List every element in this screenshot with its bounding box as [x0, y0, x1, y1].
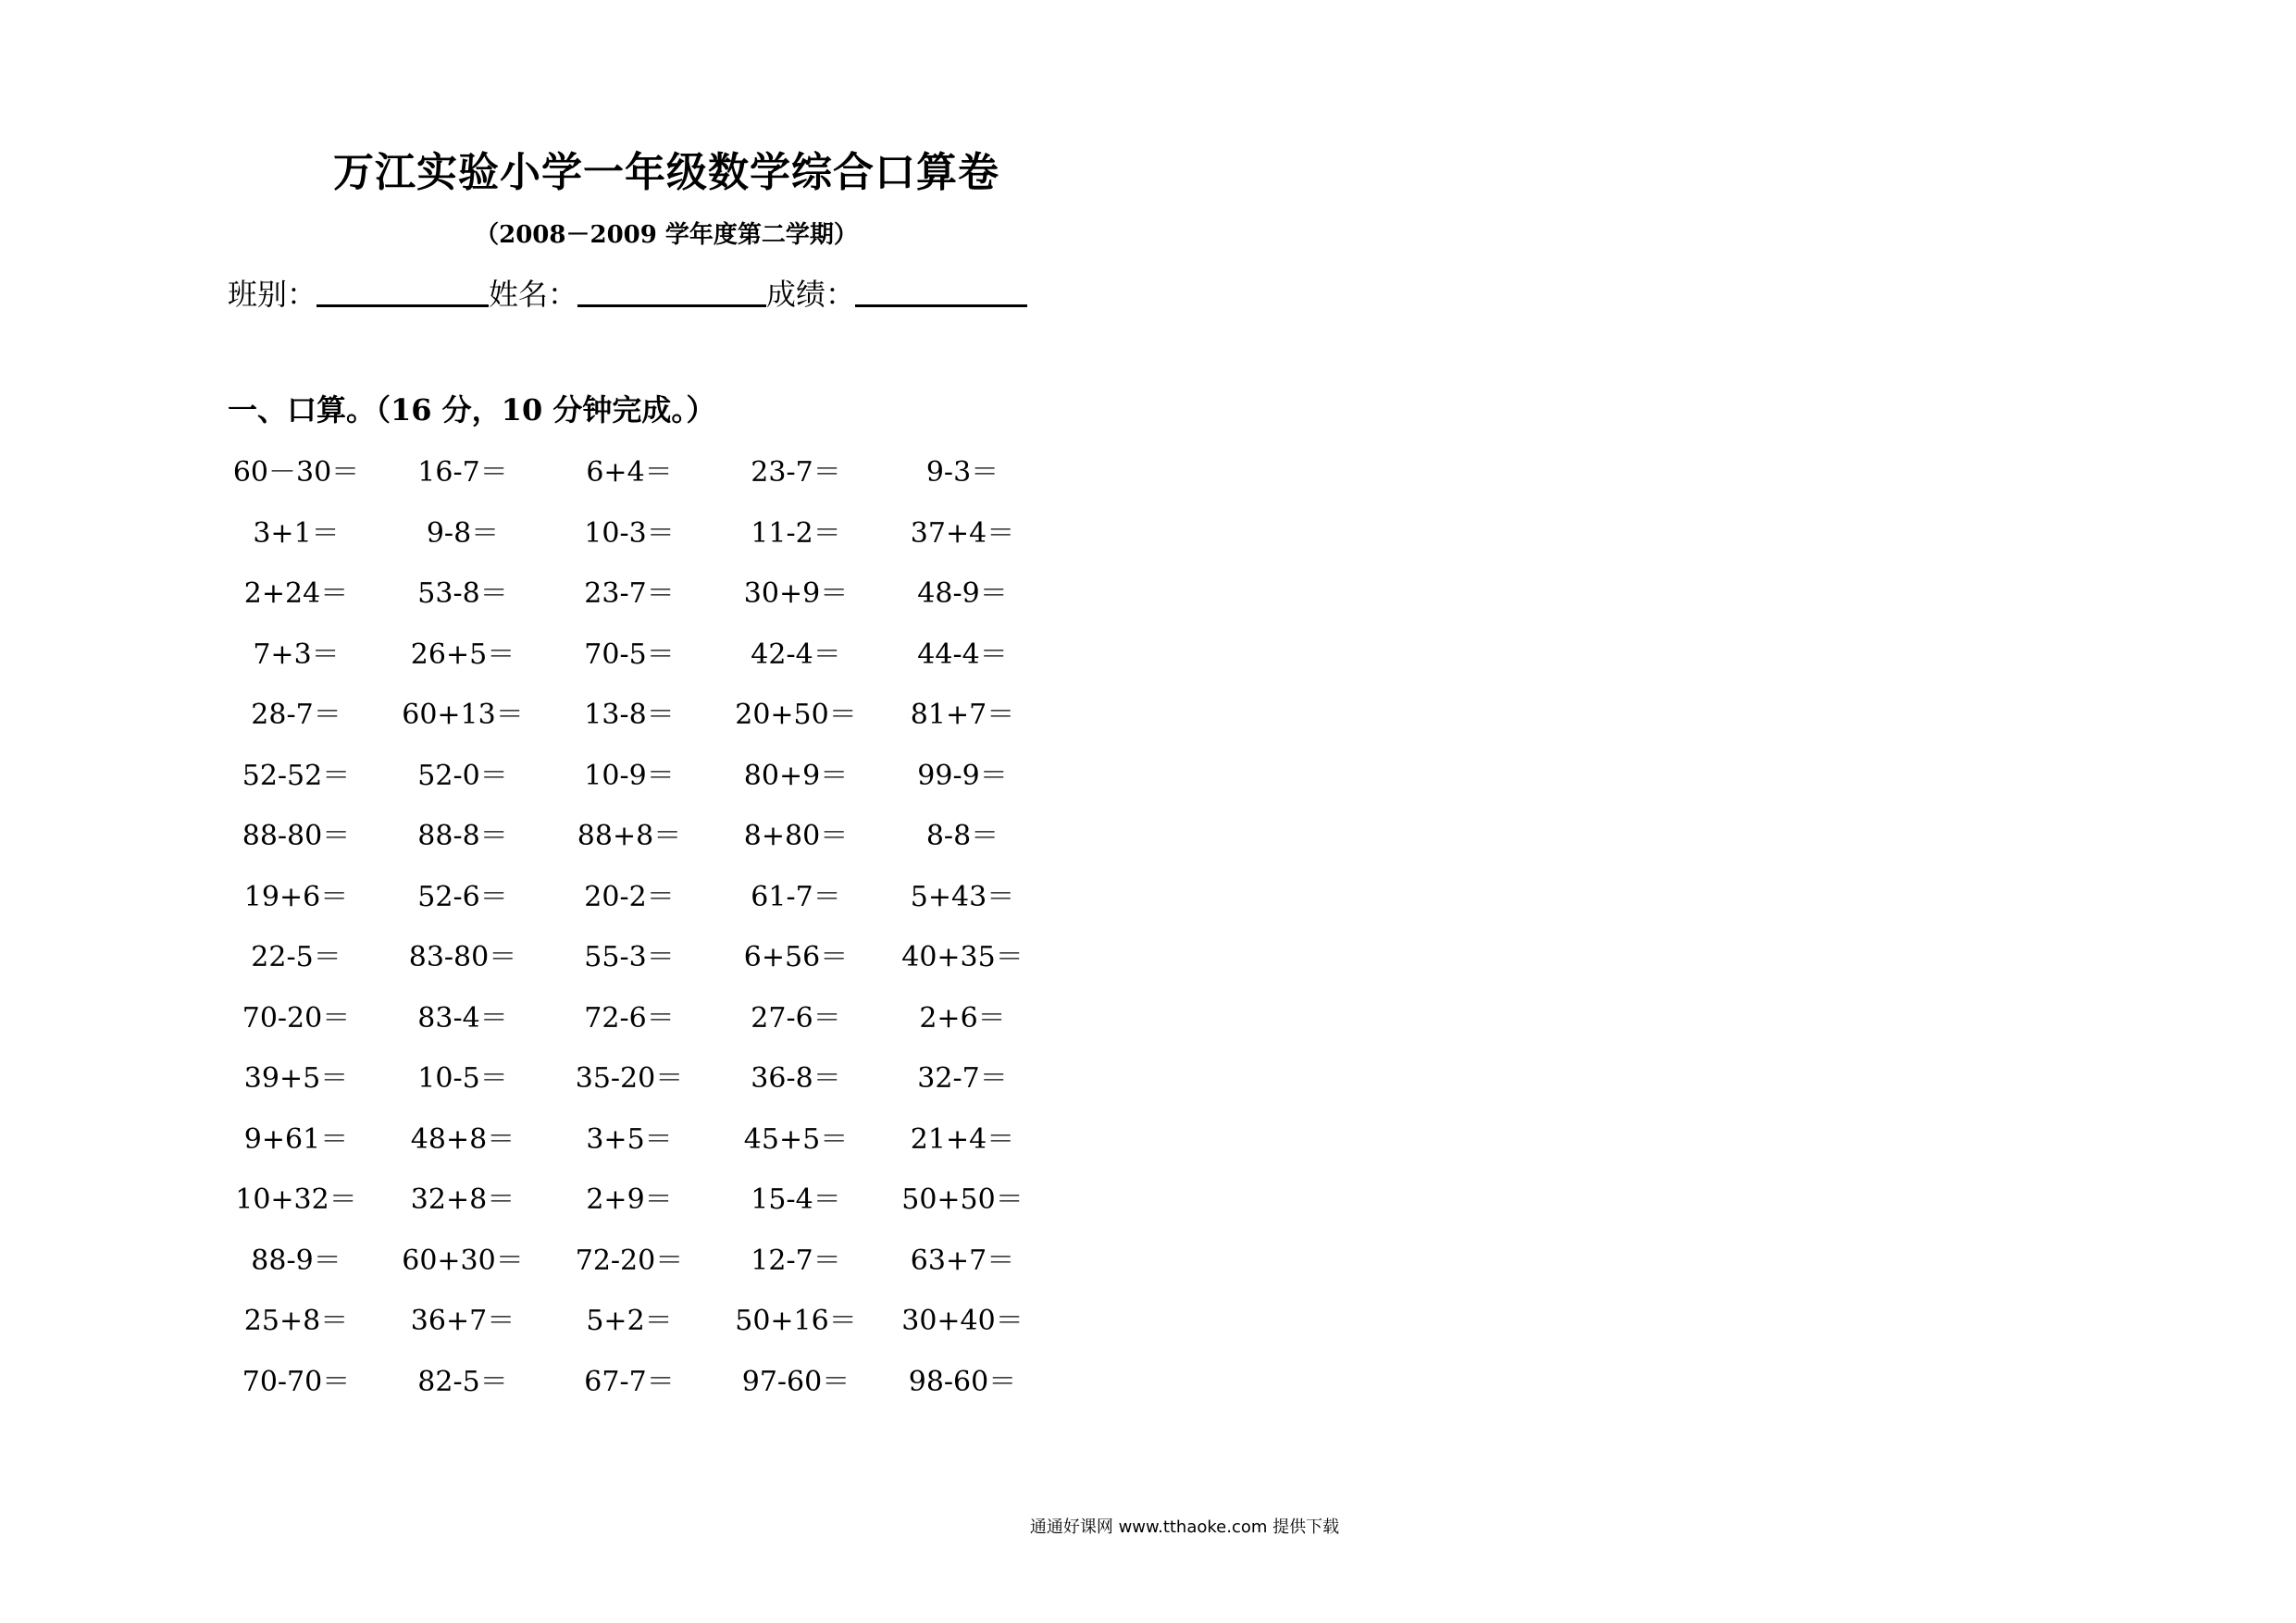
- problem-item: 30+40＝: [901, 1305, 1024, 1337]
- problem-item: 2+6＝: [919, 1001, 1006, 1035]
- problem-item: 15-4＝: [751, 1183, 841, 1216]
- problem-item: 6+56＝: [743, 941, 849, 973]
- problem-item: 8+80＝: [743, 820, 849, 852]
- problem-item: 16-7＝: [417, 456, 508, 489]
- problem-item: 9-3＝: [925, 456, 999, 489]
- class-label: 班别：: [228, 277, 317, 312]
- problem-item: 7+3＝: [253, 638, 340, 671]
- problem-item: 72-6＝: [584, 1001, 675, 1035]
- problem-item: 10-5＝: [417, 1062, 508, 1095]
- problem-item: 20-2＝: [584, 880, 675, 913]
- problem-item: 8-8＝: [925, 820, 999, 852]
- problem-item: 70-20＝: [242, 1001, 351, 1035]
- class-blank: [316, 267, 489, 307]
- problem-item: 70-70＝: [242, 1365, 351, 1398]
- problem-item: 3+5＝: [586, 1122, 673, 1156]
- problem-item: 80+9＝: [743, 759, 849, 792]
- problem-item: 52-52＝: [242, 759, 351, 792]
- problem-item: 23-7＝: [584, 577, 675, 610]
- problem-item: 22-5＝: [251, 941, 341, 973]
- problem-item: 39+5＝: [243, 1062, 349, 1095]
- problem-item: 45+5＝: [743, 1122, 849, 1156]
- problem-item: 97-60＝: [741, 1365, 850, 1398]
- problem-item: 72-20＝: [575, 1244, 684, 1277]
- problem-item: 88-8＝: [417, 820, 508, 852]
- problem-item: 9+61＝: [243, 1122, 349, 1156]
- problem-item: 83-4＝: [417, 1001, 508, 1035]
- page-title: 万江实验小学一年级数学综合口算卷: [333, 149, 999, 196]
- problem-item: 70-5＝: [584, 638, 675, 671]
- problem-item: 44-4＝: [917, 638, 1008, 671]
- score-label: 成绩：: [766, 277, 856, 312]
- problem-item: 60+13＝: [402, 699, 524, 731]
- problem-item: 12-7＝: [751, 1244, 841, 1277]
- problem-item: 30+9＝: [743, 577, 849, 610]
- problem-item: 32-7＝: [917, 1062, 1008, 1095]
- problem-item: 40+35＝: [901, 941, 1024, 973]
- problem-item: 21+4＝: [910, 1122, 1015, 1156]
- problem-item: 81+7＝: [910, 699, 1015, 731]
- problem-item: 10-3＝: [584, 516, 675, 550]
- problem-item: 50+16＝: [735, 1305, 857, 1337]
- name-label: 姓名：: [489, 277, 578, 312]
- problem-item: 37+4＝: [910, 516, 1015, 550]
- problem-item: 3+1＝: [253, 516, 340, 550]
- problem-item: 2+9＝: [586, 1183, 673, 1216]
- problem-item: 52-6＝: [417, 880, 508, 913]
- student-info-row: [228, 268, 1027, 315]
- problem-item: 88+8＝: [577, 820, 682, 852]
- footer-credit: 通通好课网 www.tthaoke.com 提供下载: [1029, 1518, 1340, 1537]
- problem-item: 19+6＝: [243, 880, 349, 913]
- problem-item: 20+50＝: [735, 699, 857, 731]
- problem-item: 42-4＝: [751, 638, 841, 671]
- problem-item: 28-7＝: [251, 699, 341, 731]
- problem-item: 48-9＝: [917, 577, 1008, 610]
- problem-item: 10+32＝: [235, 1183, 357, 1216]
- problem-item: 88-9＝: [251, 1244, 341, 1277]
- problem-item: 5+2＝: [586, 1305, 673, 1337]
- problem-item: 83-80＝: [408, 941, 517, 973]
- problem-item: 67-7＝: [584, 1365, 675, 1398]
- problem-item: 55-3＝: [584, 941, 675, 973]
- name-blank: [577, 267, 766, 307]
- problem-item: 26+5＝: [410, 638, 515, 671]
- problem-item: 99-9＝: [917, 759, 1008, 792]
- problem-item: 32+8＝: [410, 1183, 515, 1216]
- problem-item: 48+8＝: [410, 1122, 515, 1156]
- problem-item: 36-8＝: [751, 1062, 841, 1095]
- problem-item: 53-8＝: [417, 577, 508, 610]
- problem-item: 50+50＝: [901, 1183, 1024, 1216]
- problem-item: 11-2＝: [751, 516, 841, 550]
- score-blank: [855, 267, 1027, 307]
- problem-item: 82-5＝: [417, 1365, 508, 1398]
- problem-item: 36+7＝: [410, 1305, 515, 1337]
- problem-item: 9-8＝: [426, 516, 500, 550]
- problem-item: 5+43＝: [910, 880, 1015, 913]
- problem-item: 60－30＝: [232, 456, 360, 489]
- problem-item: 13-8＝: [584, 699, 675, 731]
- problem-item: 25+8＝: [243, 1305, 349, 1337]
- section-heading: 一、口算。（16 分，10 分钟完成。）: [228, 392, 716, 427]
- problem-item: 52-0＝: [417, 759, 508, 792]
- problem-item: 23-7＝: [751, 456, 841, 489]
- problem-item: 88-80＝: [242, 820, 351, 852]
- problem-item: 35-20＝: [575, 1062, 684, 1095]
- problem-item: 60+30＝: [402, 1244, 524, 1277]
- problem-item: 27-6＝: [751, 1001, 841, 1035]
- problem-item: 61-7＝: [751, 880, 841, 913]
- problem-item: 98-60＝: [908, 1365, 1017, 1398]
- problem-grid: [213, 451, 1046, 1420]
- problem-item: 2+24＝: [243, 577, 349, 610]
- problem-item: 6+4＝: [586, 456, 673, 489]
- page-subtitle: （2008－2009 学年度第二学期）: [475, 221, 858, 249]
- problem-item: 63+7＝: [910, 1244, 1015, 1277]
- problem-item: 10-9＝: [584, 759, 675, 792]
